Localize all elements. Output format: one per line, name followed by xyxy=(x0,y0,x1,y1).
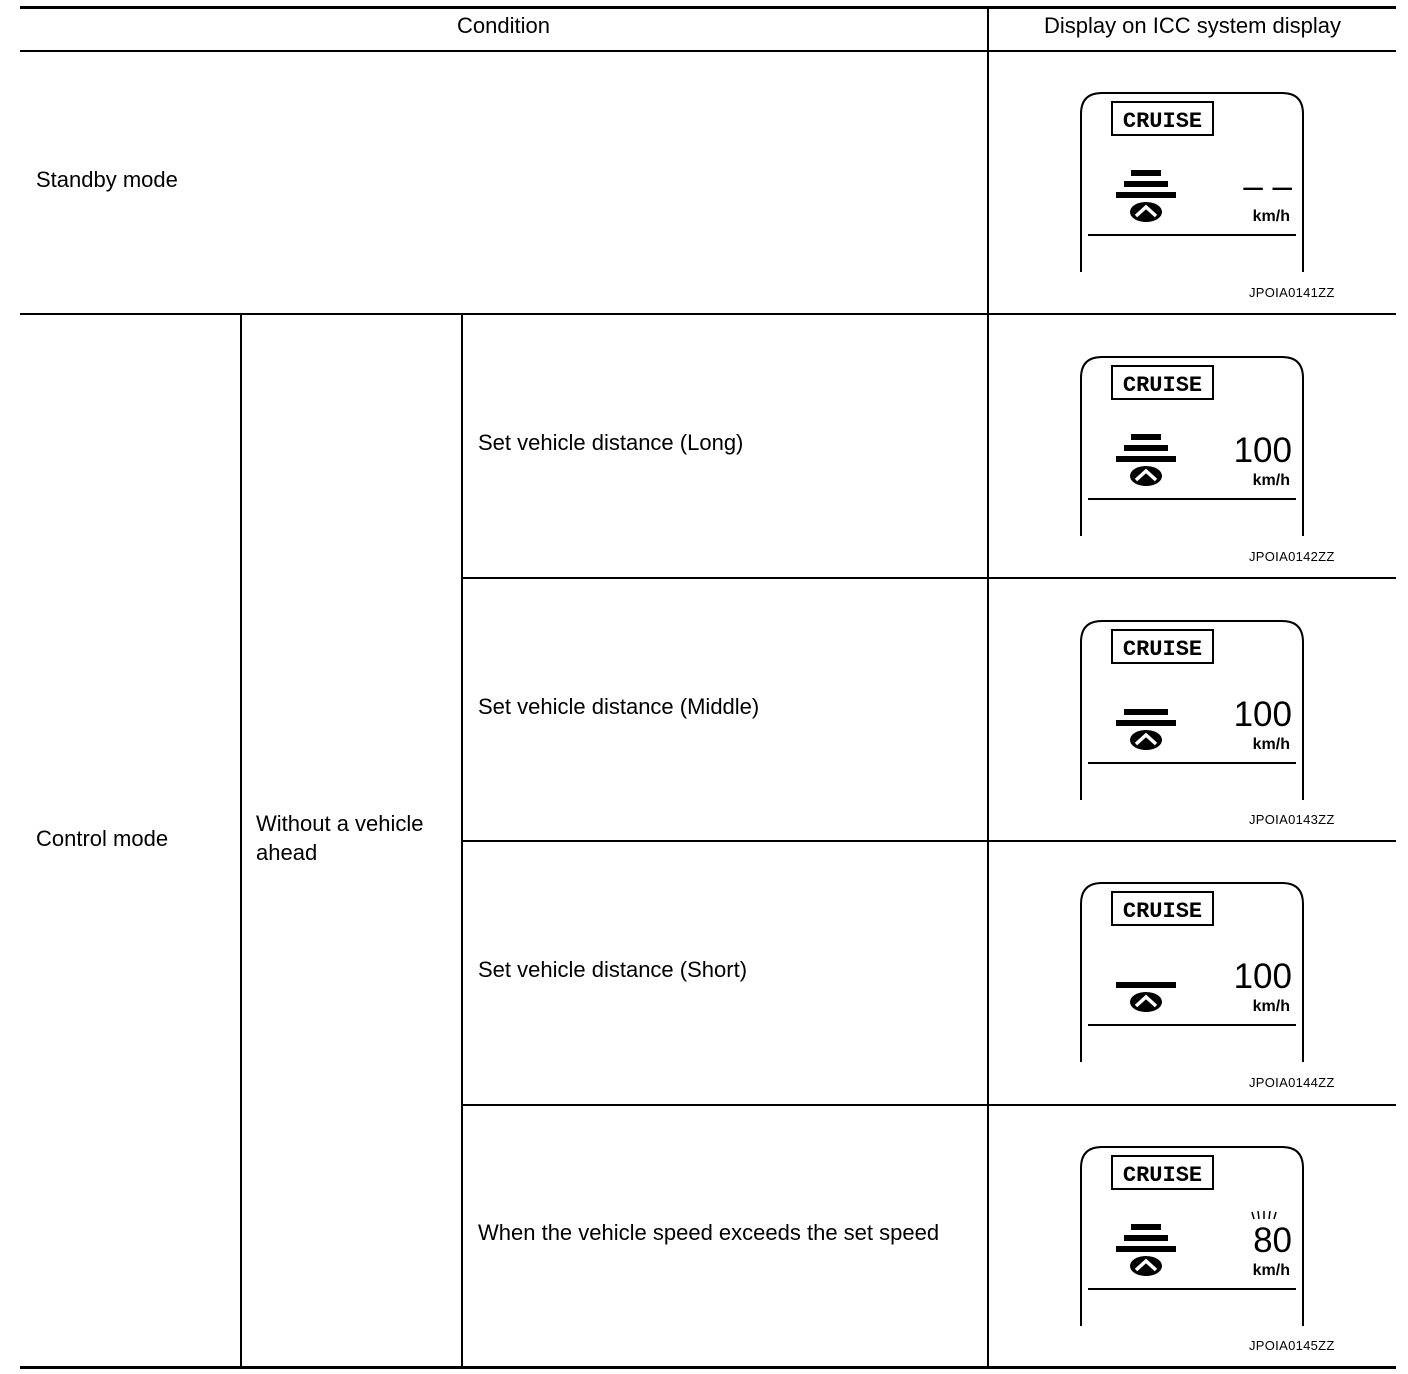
cruise-indicator: CRUISE xyxy=(1122,373,1203,398)
distance-bars-icon xyxy=(1116,709,1176,726)
cruise-indicator: CRUISE xyxy=(1122,637,1203,662)
condition-long: Set vehicle distance (Long) xyxy=(478,430,744,455)
distance-bars-icon xyxy=(1116,434,1176,462)
speed-unit: km/h xyxy=(1252,1262,1290,1279)
cruise-indicator: CRUISE xyxy=(1122,899,1203,924)
icc-display-exceeds xyxy=(1078,1144,1308,1330)
set-speed-value: 100 xyxy=(1233,957,1292,996)
column-divider-mode xyxy=(240,313,242,1368)
row-border-short xyxy=(462,1104,1396,1106)
speed-unit: km/h xyxy=(1252,998,1290,1015)
header-display: Display on ICC system display xyxy=(1043,13,1342,38)
distance-bars-icon xyxy=(1116,170,1176,198)
set-speed-value: 100 xyxy=(1233,431,1292,470)
speed-unit: km/h xyxy=(1252,208,1290,225)
distance-bars-icon xyxy=(1116,1224,1176,1252)
set-speed-value: – – xyxy=(1243,167,1292,206)
standby-row-border xyxy=(20,313,1396,315)
header-condition: Condition xyxy=(457,13,550,38)
own-vehicle-icon xyxy=(1130,466,1162,486)
speed-unit: km/h xyxy=(1252,736,1290,753)
speed-unit: km/h xyxy=(1252,472,1290,489)
figure-code: JPOIA0143ZZ xyxy=(1249,812,1335,827)
condition-short: Set vehicle distance (Short) xyxy=(478,957,748,982)
own-vehicle-icon xyxy=(1130,992,1162,1012)
column-divider-display xyxy=(987,6,989,1368)
row-border-middle xyxy=(462,840,1396,842)
distance-bars-icon xyxy=(1116,982,1176,988)
standby-mode-label: Standby mode xyxy=(36,167,178,192)
cruise-indicator: CRUISE xyxy=(1122,1163,1203,1188)
icc-display-long xyxy=(1078,354,1308,540)
set-speed-value: 100 xyxy=(1233,695,1292,734)
figure-code: JPOIA0145ZZ xyxy=(1249,1338,1335,1353)
figure-code: JPOIA0141ZZ xyxy=(1249,285,1335,300)
control-mode-label: Control mode xyxy=(36,826,169,851)
without-vehicle-label-line2: ahead xyxy=(256,840,318,865)
flashing-indicator-icon xyxy=(1252,1211,1276,1219)
icc-display-standby xyxy=(1078,90,1308,276)
own-vehicle-icon xyxy=(1130,202,1162,222)
figure-code: JPOIA0144ZZ xyxy=(1249,1075,1335,1090)
set-speed-value: 80 xyxy=(1253,1221,1292,1260)
header-bottom-border xyxy=(20,50,1396,52)
table-top-border xyxy=(20,6,1396,9)
icc-display-middle xyxy=(1078,618,1308,804)
condition-exceeds: When the vehicle speed exceeds the set speed xyxy=(478,1220,940,1245)
without-vehicle-label-line1: Without a vehicle xyxy=(256,811,424,836)
own-vehicle-icon xyxy=(1130,730,1162,750)
condition-middle: Set vehicle distance (Middle) xyxy=(478,694,760,719)
cruise-indicator: CRUISE xyxy=(1122,109,1203,134)
own-vehicle-icon xyxy=(1130,1256,1162,1276)
icc-display-short xyxy=(1078,880,1308,1066)
column-divider-sub xyxy=(461,313,463,1368)
table-bottom-border xyxy=(20,1366,1396,1369)
figure-code: JPOIA0142ZZ xyxy=(1249,549,1335,564)
row-border-long xyxy=(462,577,1396,579)
